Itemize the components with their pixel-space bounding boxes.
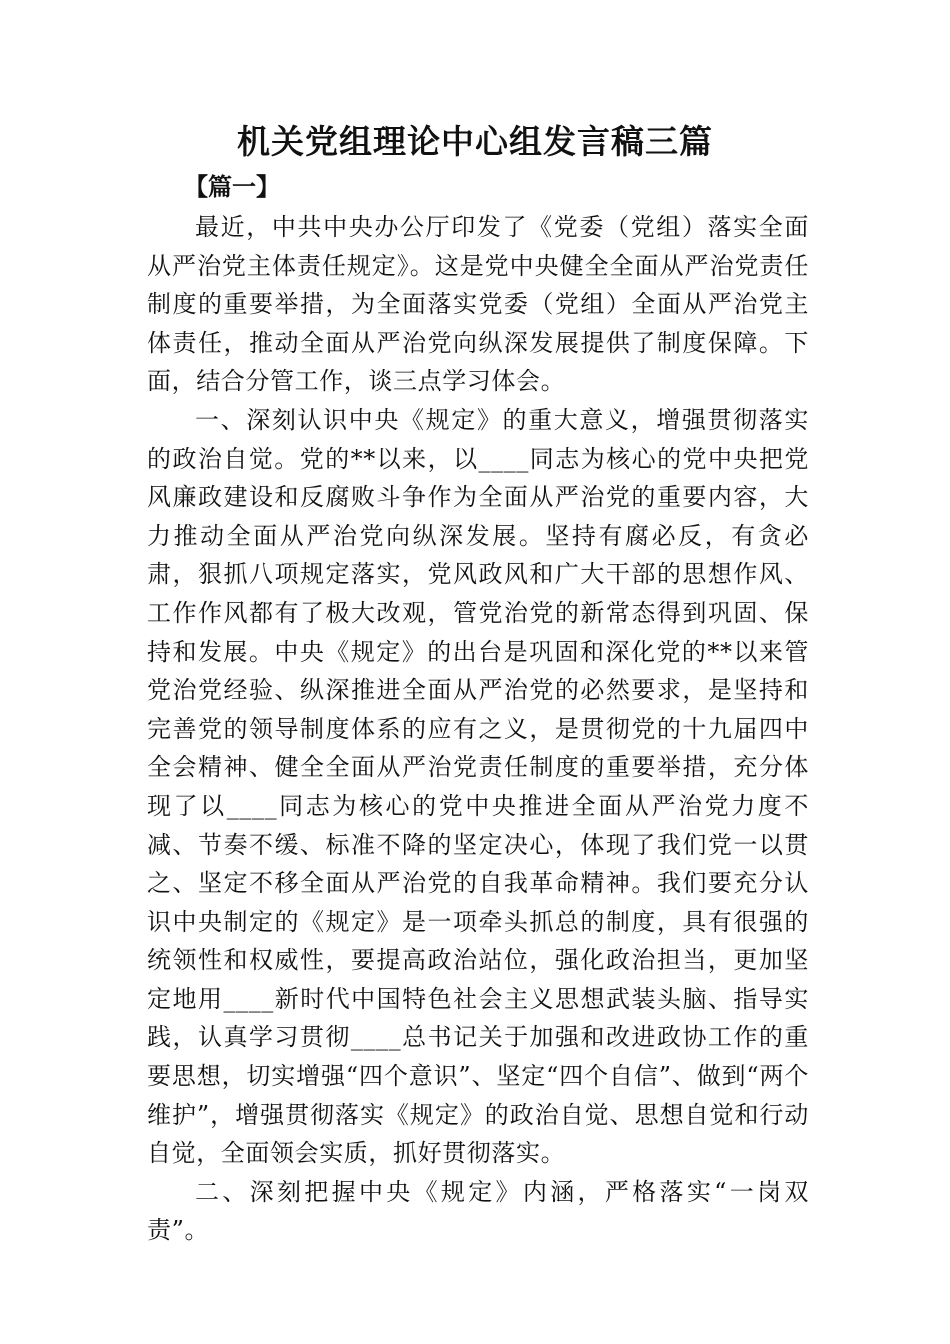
section-heading: 【篇一】	[184, 173, 280, 201]
paragraph-point-two: 二、深刻把握中央《规定》内涵，严格落实“一岗双责”。	[147, 1177, 809, 1245]
document-body	[147, 208, 809, 1250]
paragraph-point-one: 一、深刻认识中央《规定》的重大意义，增强贯彻落实的政治自觉。党的**以来，以____同志为核心的党中央把党风廉政建设和反腐败斗争作为全面从严治党的重要内容，大力推动全面从严治党向纵深发展。坚持有腐必反，有贪必肃，狠抓八项规定落实，党风政风和广大干部的思想作风、工作作风都有了极大改观，管党治党的新常态得到巩固、保持和发展。中央《规定》的出台是巩固和深化党的**以来管党治党经验、纵深推进全面从严治党的必然要求，是坚持和完善党的领导制度体系的应有之义，是贯彻党的十九届四中全会精神、健全全面从严治党责任制度的重要举措，充分体现了以____同志为核心的党中央推进全面从严治党力度不减、节奏不缓、标准不降的坚定决心，体现了我们党一以贯之、坚定不移全面从严治党的自我革命精神。我们要充分认识中央制定的《规定》是一项牵头抓总的制度，具有很强的统领性和权威性，要提高政治站位，强化政治担当，更加坚定地用____新时代中国特色社会主义思想武装头脑、指导实践，认真学习贯彻____总书记关于加强和改进政协工作的重要思想，切实增强“四个意识”、坚定“四个自信”、做到“两个维护”，增强贯彻落实《规定》的政治自觉、思想自觉和行动自觉，全面领会实质，抓好贯彻落实。	[147, 405, 809, 1168]
paragraph-intro: 最近，中共中央办公厅印发了《党委（党组）落实全面从严治党主体责任规定》。这是党中央健全全面从严治党责任制度的重要举措，为全面落实党委（党组）全面从严治党主体责任，推动全面从严治党向纵深发展提供了制度保障。下面，结合分管工作，谈三点学习体会。	[147, 213, 809, 396]
document-title: 机关党组理论中心组发言稿三篇	[237, 122, 713, 161]
